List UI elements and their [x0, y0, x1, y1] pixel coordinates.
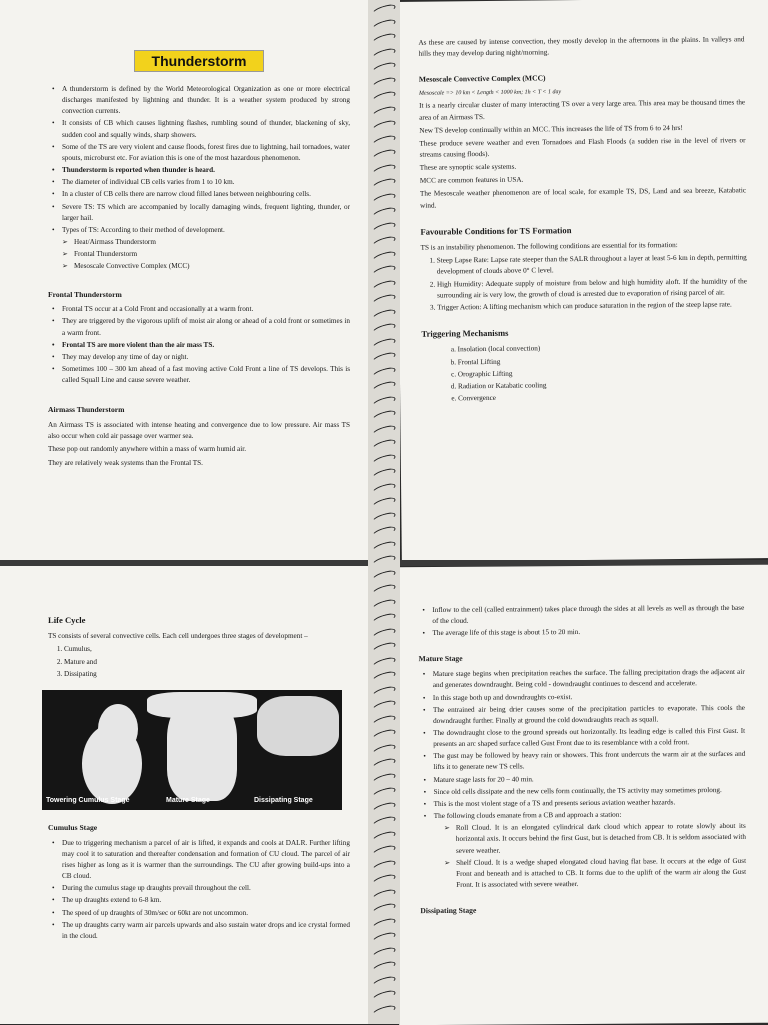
- page-top-right: [396, 0, 768, 562]
- spiral-ring: [371, 655, 396, 670]
- list-item: • Severe TS: TS which are accompanied by locally damaging winds, frequent lighting, thunder, or larger hail.: [62, 202, 350, 224]
- list-item: 3. Trigger Action: A lifting mechanism which can produce saturation in the region of the steep lapse rate.: [437, 299, 747, 313]
- paragraph: TS is an instability phenomenon. The following conditions are essential for its formation:: [420, 241, 678, 252]
- anvil-cloud: [147, 692, 257, 718]
- spiral-ring: [371, 742, 396, 757]
- list-item: c. Orographic Lifting: [458, 366, 748, 380]
- list-item: • It consists of CB which causes lightning flashes, rumbling sound of thunder, blackening of sky, sudden cool and squally winds, sharp showers.: [62, 118, 350, 140]
- list-item: • Some of the TS are very violent and cause floods, forest fires due to lightning, hail tornadoes, water spouts, microburst etc. For aviation this is one of the most hazardous phenomenon.: [62, 142, 350, 164]
- spiral-ring: [371, 249, 396, 264]
- mcc-scale-note: Mesoscale => 10 km < Length < 1000 km; 1h < T < 1 day: [418, 89, 562, 97]
- list-item: • Frontal TS are more violent than the air mass TS.: [62, 340, 350, 351]
- list-item: • Thunderstorm is reported when thunder is heard.: [62, 165, 350, 176]
- list-item: • They are triggered by the vigorous uplift of moist air along or ahead of a cold front or sometimes in a warm front.: [62, 316, 350, 338]
- spiral-ring: [371, 220, 396, 235]
- spiral-ring: [371, 17, 396, 32]
- section-heading: Life Cycle: [48, 615, 86, 625]
- list-item: 2. Mature and: [64, 657, 350, 668]
- figure-caption: Mature Stage: [166, 797, 210, 805]
- spiral-ring: [371, 611, 396, 626]
- paragraph: The Mesoscale weather phenomenon are of local scale, for example TS, DS, Land and sea breeze, Katabatic wind.: [419, 186, 747, 210]
- spiral-ring: [371, 640, 396, 655]
- continued-list: [418, 603, 744, 640]
- cumulus-list: [48, 838, 350, 942]
- spiral-ring: [371, 829, 396, 844]
- spiral-ring: [371, 1003, 396, 1018]
- life-cycle-photo: [42, 690, 342, 810]
- page-bottom-right: [396, 565, 768, 1025]
- spiral-ring: [371, 46, 396, 61]
- spiral-ring: [371, 553, 396, 568]
- spiral-ring: [371, 814, 396, 829]
- spiral-ring: [371, 785, 396, 800]
- spiral-ring: [371, 133, 396, 148]
- list-item: ➢ Mesoscale Convective Complex (MCC): [74, 261, 350, 272]
- list-item: e. Convergence: [458, 390, 748, 404]
- list-item: • A thunderstorm is defined by the World Meteorological Organization as one or more electrical discharges manifested by lightning and thunder. It is a weather system produced by strong convection currents.: [62, 84, 350, 117]
- spiral-ring: [371, 31, 396, 46]
- list-item: ➢ Roll Cloud. It is an elongated cylindrical dark cloud which appear to rotate slowly about its horizontal axis. It occurs behind the first Gust, but is detached from CB. It is seldom associated with severe weather.: [456, 821, 746, 856]
- spiral-ring: [371, 684, 396, 699]
- spiral-ring: [371, 408, 396, 423]
- spiral-ring: [371, 2, 396, 17]
- spiral-ring: [371, 974, 396, 989]
- list-item: ➢ Frontal Thunderstorm: [74, 249, 350, 260]
- spiral-ring: [371, 582, 396, 597]
- spiral-ring: [371, 452, 396, 467]
- section-heading: Dissipating Stage: [420, 905, 477, 916]
- page-title: Thunderstorm: [134, 50, 264, 72]
- paragraph: These are synoptic scale systems.: [419, 162, 517, 172]
- spiral-ring: [371, 597, 396, 612]
- triggers-list: [422, 342, 749, 405]
- mature-list: [419, 667, 746, 822]
- spiral-ring: [371, 872, 396, 887]
- spiral-ring: [371, 162, 396, 177]
- list-item: a. Insolation (local convection): [458, 342, 748, 356]
- list-item: • Since old cells dissipate and the new cells form continually, the TS activity may sometimes prolong.: [434, 785, 746, 798]
- spiral-ring: [371, 945, 396, 960]
- spiral-ring: [371, 959, 396, 974]
- list-item: • The diameter of individual CB cells varies from 1 to 10 km.: [62, 177, 350, 188]
- spiral-ring: [371, 292, 396, 307]
- spiral-ring: [371, 365, 396, 380]
- list-item: • The average life of this stage is about 15 to 20 min.: [432, 626, 744, 639]
- spiral-ring: [371, 539, 396, 554]
- spiral-ring: [371, 568, 396, 583]
- spiral-ring: [371, 437, 396, 452]
- spiral-ring: [371, 930, 396, 945]
- paragraph: It is a nearly circular cluster of many interacting TS over a very large area. This area may be thousand times the area of an Airmass TS.: [419, 98, 746, 122]
- list-item: • Sometimes 100 – 300 km ahead of a fast moving active Cold Front a line of TS develops. This is called Squall Line and cause severe weather.: [62, 364, 350, 386]
- paragraph: As these are caused by intense convection, they mostly develop in the afternoons in the plains. In valleys and hills they may develop during night/morning.: [418, 35, 745, 58]
- conditions-list: [421, 253, 748, 314]
- stages-list: [48, 644, 350, 679]
- spiral-ring: [371, 147, 396, 162]
- spiral-ring: [371, 901, 396, 916]
- spiral-ring: [371, 495, 396, 510]
- list-item: • The up draughts carry warm air parcels upwards and also sustain water drops and ice crystal formed in the cloud.: [62, 920, 350, 942]
- spiral-ring: [371, 75, 396, 90]
- intro-list: [48, 84, 350, 236]
- figure-caption: Towering Cumulus Stage: [46, 797, 130, 805]
- spiral-ring: [371, 466, 396, 481]
- spiral-ring: [371, 205, 396, 220]
- spiral-ring: [371, 858, 396, 873]
- list-item: • The speed of up draughts of 30m/sec or 60kt are not uncommon.: [62, 908, 350, 919]
- dissipating-cloud: [257, 696, 339, 756]
- list-item: • The following clouds emanate from a CB and approach a station:: [434, 809, 746, 822]
- paragraph: TS consists of several convective cells. Each cell undergoes three stages of development –: [48, 632, 308, 641]
- paragraph: MCC are common features in USA.: [419, 175, 524, 186]
- section-heading: Triggering Mechanisms: [421, 327, 509, 339]
- spiral-ring: [371, 988, 396, 1003]
- list-item: 1. Steep Lapse Rate: Lapse rate steeper than the SALR throughout a layer at least 5-6 km in depth, permitting development of clouds above 0° C level.: [437, 253, 747, 279]
- spiral-ring: [371, 89, 396, 104]
- spiral-ring: [371, 350, 396, 365]
- list-item: • Types of TS: According to their method of development.: [62, 225, 350, 236]
- page-top-left: [0, 0, 372, 560]
- list-item: • During the cumulus stage up draughts prevail throughout the cell.: [62, 883, 350, 894]
- section-heading: Mature Stage: [418, 654, 463, 664]
- list-item: ➢ Shelf Cloud. It is a wedge shaped elongated cloud having flat base. It occurs at the edge of Gust Front and beneath and is attached to CB. It forms due to the uplift of the warm air along the Gust Front. It is associated with severe weather.: [456, 856, 746, 891]
- spiral-ring: [371, 771, 396, 786]
- spiral-ring: [371, 191, 396, 206]
- spiral-ring: [371, 263, 396, 278]
- list-item: • Frontal TS occur at a Cold Front and occasionally at a warm front.: [62, 304, 350, 315]
- spiral-ring: [371, 843, 396, 858]
- spiral-ring: [371, 524, 396, 539]
- spiral-ring: [371, 394, 396, 409]
- figure-caption: Dissipating Stage: [254, 797, 313, 805]
- spiral-ring: [371, 713, 396, 728]
- spiral-ring: [371, 307, 396, 322]
- list-item: • The up draughts extend to 6-8 km.: [62, 895, 350, 906]
- frontal-list: [48, 304, 350, 386]
- paragraph: An Airmass TS is associated with intense heating and convergence due to low pressure. Air mass TS also occur when cold air passage over warmer sea.: [48, 421, 350, 441]
- clouds-list: [420, 821, 746, 891]
- section-heading: Mesoscale Convective Complex (MCC): [418, 73, 546, 85]
- cumulus-cloud: [98, 704, 138, 754]
- spiral-ring: [371, 234, 396, 249]
- list-item: d. Radiation or Katabatic cooling: [458, 378, 748, 392]
- paragraph: These pop out randomly anywhere within a mass of warm humid air.: [48, 445, 247, 454]
- list-item: • This is the most violent stage of a TS and presents serious aviation weather hazards.: [434, 797, 746, 810]
- spiral-ring: [371, 336, 396, 351]
- spiral-ring: [371, 626, 396, 641]
- spiral-ring: [371, 669, 396, 684]
- list-item: 2. High Humidity: Adequate supply of moisture from below and high humidity aloft. If the humidity of the surrounding air is very low, the growth of cloud is arrested due to evaporation of rising parcel of air.: [437, 276, 747, 302]
- paragraph: These produce severe weather and even Tornadoes and Flash Floods (a sudden rise in the level of rivers or streams causing floods).: [419, 136, 746, 159]
- spiral-ring: [371, 118, 396, 133]
- spiral-ring: [371, 104, 396, 119]
- paragraph: They are relatively weak systems than the Frontal TS.: [48, 458, 203, 467]
- spiral-ring: [371, 481, 396, 496]
- list-item: • The entrained air being drier causes some of the precipitation particles to evaporate. This cools the downdraught further. Finally at ground the cold downdraughts reach as squall.: [433, 703, 745, 727]
- section-heading: Cumulus Stage: [48, 822, 98, 832]
- list-item: 3. Dissipating: [64, 669, 350, 680]
- list-item: • Due to triggering mechanism a parcel of air is lifted, it expands and cools at DALR. Further lifting may cool it to saturation and thereafter condensation and formation of CU cloud. The parcel of air rises higher as long as it is warmer than the surroundings. The CU after growing build-ups into a CB cloud.: [62, 838, 350, 883]
- spiral-ring: [371, 423, 396, 438]
- spiral-ring: [371, 379, 396, 394]
- spiral-ring: [371, 800, 396, 815]
- list-item: ➢ Heat/Airmass Thunderstorm: [74, 237, 350, 248]
- list-item: • Mature stage lasts for 20 – 40 min.: [433, 773, 745, 786]
- spiral-ring: [371, 321, 396, 336]
- list-item: • Mature stage begins when precipitation reaches the surface. The falling precipitation drags the adjacent air and generates downdraught. Being cold - downdraught continues to descend and accelerate.: [433, 667, 745, 691]
- list-item: b. Frontal Lifting: [458, 354, 748, 368]
- list-item: • The gust may be followed by heavy rain or showers. This front undercuts the warm air at the surfaces and lifts it to generate new TS cells.: [433, 749, 745, 773]
- page-bottom-left: [0, 566, 372, 1024]
- spiral-ring: [371, 727, 396, 742]
- list-item: 1. Cumulus,: [64, 644, 350, 655]
- paragraph: New TS develop continually within an MCC. This increases the life of TS from 6 to 24 hrs!: [419, 123, 683, 135]
- section-heading: Favourable Conditions for TS Formation: [420, 224, 572, 237]
- spiral-ring: [371, 698, 396, 713]
- spiral-ring: [371, 887, 396, 902]
- spiral-ring: [371, 510, 396, 525]
- section-heading: Airmass Thunderstorm: [48, 405, 125, 415]
- list-item: • They may develop any time of day or night.: [62, 352, 350, 363]
- spiral-ring: [371, 916, 396, 931]
- spiral-ring: [371, 278, 396, 293]
- spiral-ring: [371, 176, 396, 191]
- list-item: • The downdraught close to the ground spreads out horizontally. Its leading edge is called this First Gust. It presents an arc shaped surface called Gust Front due to its resemblance with a cold front.: [433, 726, 745, 750]
- types-list: [48, 237, 350, 272]
- spiral-ring: [371, 60, 396, 75]
- list-item: • In this stage both up and downdraughts co-exist.: [433, 690, 745, 703]
- section-heading: Frontal Thunderstorm: [48, 289, 122, 299]
- spiral-ring: [371, 756, 396, 771]
- list-item: • In a cluster of CB cells there are narrow cloud filled lanes between neighbouring cells.: [62, 189, 350, 200]
- list-item: • Inflow to the cell (called entrainment) takes place through the sides at all levels as well as through the base of the cloud.: [432, 603, 744, 627]
- spiral-binding: [368, 0, 400, 1024]
